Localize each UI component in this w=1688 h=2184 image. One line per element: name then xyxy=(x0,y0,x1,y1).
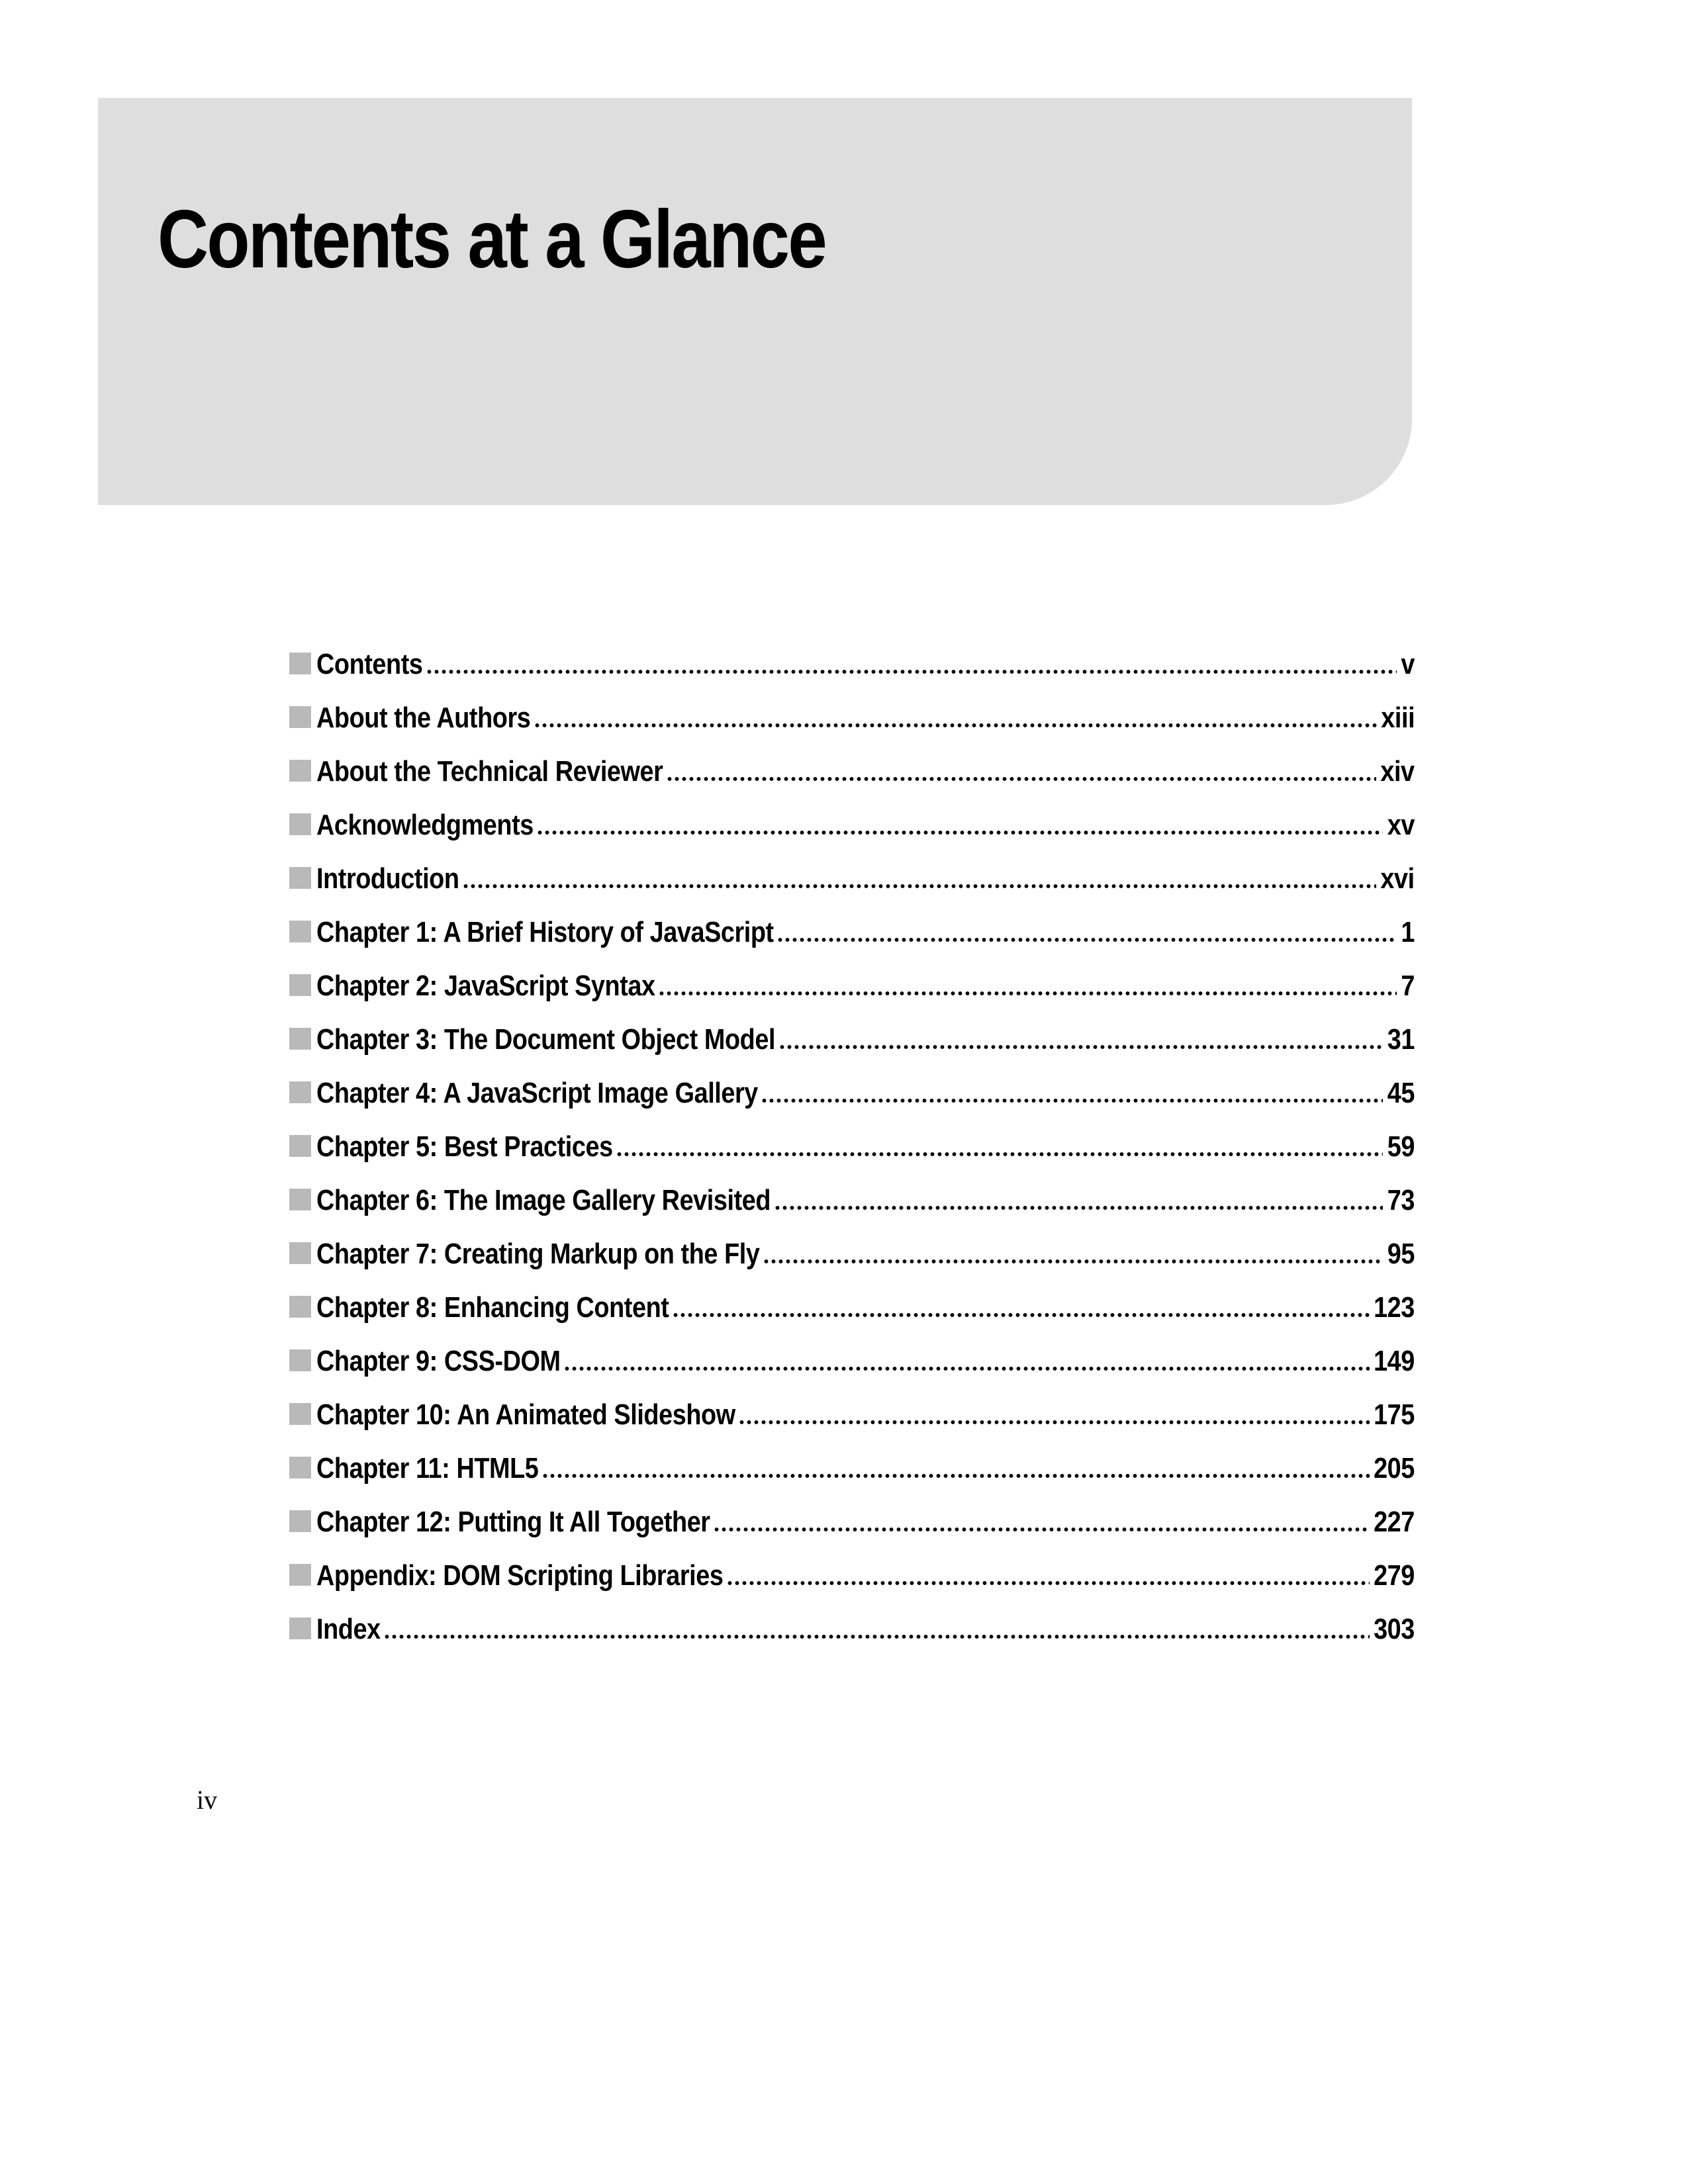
toc-entry[interactable] xyxy=(289,733,1415,786)
toc-entry[interactable] xyxy=(289,786,1415,840)
square-bullet-icon xyxy=(289,1564,311,1586)
square-bullet-icon xyxy=(289,1028,311,1050)
toc-entry[interactable] xyxy=(289,1376,1415,1430)
table-of-contents xyxy=(289,625,1415,1644)
toc-entry[interactable] xyxy=(289,1483,1415,1537)
toc-entry-label: Chapter 11: HTML5 xyxy=(316,1452,539,1484)
toc-entry[interactable] xyxy=(289,1322,1415,1376)
toc-entry-page: 45 xyxy=(1387,1077,1415,1109)
toc-entry-label: Chapter 9: CSS-DOM xyxy=(316,1345,561,1377)
square-bullet-icon xyxy=(289,813,311,835)
square-bullet-icon xyxy=(289,1081,311,1103)
toc-entry-label: Chapter 1: A Brief History of JavaScript xyxy=(316,916,774,948)
toc-entry-page: 279 xyxy=(1374,1559,1415,1592)
dot-leader xyxy=(536,829,1383,836)
title-banner xyxy=(98,98,1412,505)
square-bullet-icon xyxy=(289,1189,311,1210)
toc-entry-page: 205 xyxy=(1374,1452,1415,1484)
toc-entry-page: xiii xyxy=(1381,702,1415,734)
square-bullet-icon xyxy=(289,974,311,996)
toc-entry[interactable] xyxy=(289,1108,1415,1161)
dot-leader xyxy=(726,1580,1370,1586)
dot-leader xyxy=(776,936,1397,943)
toc-entry-page: 227 xyxy=(1374,1506,1415,1538)
dot-leader xyxy=(672,1312,1370,1318)
dot-leader xyxy=(563,1365,1370,1372)
dot-leader xyxy=(658,990,1397,997)
toc-entry[interactable] xyxy=(289,1054,1415,1108)
square-bullet-icon xyxy=(289,1617,311,1639)
toc-entry-page: xv xyxy=(1387,809,1415,841)
square-bullet-icon xyxy=(289,653,311,674)
toc-entry-label: Index xyxy=(316,1613,381,1645)
toc-entry[interactable] xyxy=(289,1590,1415,1644)
toc-entry[interactable] xyxy=(289,1269,1415,1322)
toc-entry-page: xiv xyxy=(1380,755,1415,788)
toc-entry[interactable] xyxy=(289,1537,1415,1590)
toc-entry-label: About the Authors xyxy=(316,702,531,734)
dot-leader xyxy=(383,1633,1370,1640)
toc-entry-page: 31 xyxy=(1387,1023,1415,1056)
toc-entry[interactable] xyxy=(289,893,1415,947)
square-bullet-icon xyxy=(289,1510,311,1532)
toc-entry[interactable] xyxy=(289,947,1415,1001)
toc-entry-label: About the Technical Reviewer xyxy=(316,755,663,788)
square-bullet-icon xyxy=(289,867,311,889)
toc-entry-page: 303 xyxy=(1374,1613,1415,1645)
dot-leader xyxy=(534,722,1377,729)
toc-entry-label: Chapter 10: An Animated Slideshow xyxy=(316,1398,735,1431)
toc-entry[interactable] xyxy=(289,1161,1415,1215)
toc-entry-label: Introduction xyxy=(316,862,459,895)
dot-leader xyxy=(541,1473,1370,1479)
square-bullet-icon xyxy=(289,1135,311,1157)
toc-entry[interactable] xyxy=(289,840,1415,893)
square-bullet-icon xyxy=(289,1403,311,1425)
dot-leader xyxy=(666,776,1376,782)
toc-entry-label: Chapter 4: A JavaScript Image Gallery xyxy=(316,1077,758,1109)
dot-leader xyxy=(713,1526,1370,1533)
dot-leader xyxy=(778,1044,1383,1050)
toc-entry-label: Chapter 8: Enhancing Content xyxy=(316,1291,669,1324)
toc-entry-label: Chapter 3: The Document Object Model xyxy=(316,1023,776,1056)
square-bullet-icon xyxy=(289,1457,311,1479)
toc-entry-page: 175 xyxy=(1374,1398,1415,1431)
square-bullet-icon xyxy=(289,1242,311,1264)
square-bullet-icon xyxy=(289,1349,311,1371)
dot-leader xyxy=(462,883,1376,889)
dot-leader xyxy=(738,1419,1370,1426)
dot-leader xyxy=(616,1151,1383,1158)
square-bullet-icon xyxy=(289,1296,311,1318)
square-bullet-icon xyxy=(289,921,311,942)
toc-entry-label: Appendix: DOM Scripting Libraries xyxy=(316,1559,724,1592)
toc-entry-page: 7 xyxy=(1401,970,1415,1002)
dot-leader xyxy=(774,1205,1383,1211)
toc-entry[interactable] xyxy=(289,1430,1415,1483)
toc-entry-label: Contents xyxy=(316,648,423,680)
toc-entry-label: Chapter 6: The Image Gallery Revisited xyxy=(316,1184,771,1216)
toc-entry[interactable] xyxy=(289,1001,1415,1054)
toc-entry-label: Chapter 7: Creating Markup on the Fly xyxy=(316,1238,760,1270)
toc-entry-page: 59 xyxy=(1387,1130,1415,1163)
toc-entry-label: Chapter 5: Best Practices xyxy=(316,1130,613,1163)
toc-entry-page: 73 xyxy=(1387,1184,1415,1216)
dot-leader xyxy=(761,1097,1383,1104)
toc-entry[interactable] xyxy=(289,625,1415,679)
page-number: iv xyxy=(197,1785,218,1815)
dot-leader xyxy=(763,1258,1383,1265)
square-bullet-icon xyxy=(289,760,311,782)
toc-entry-label: Chapter 2: JavaScript Syntax xyxy=(316,970,655,1002)
toc-entry-page: 95 xyxy=(1387,1238,1415,1270)
toc-entry-page: xvi xyxy=(1380,862,1415,895)
square-bullet-icon xyxy=(289,706,311,728)
toc-entry-label: Acknowledgments xyxy=(316,809,534,841)
toc-entry-page: 149 xyxy=(1374,1345,1415,1377)
toc-entry[interactable] xyxy=(289,1215,1415,1269)
toc-entry-label: Chapter 12: Putting It All Together xyxy=(316,1506,710,1538)
toc-entry-page: 123 xyxy=(1374,1291,1415,1324)
toc-entry[interactable] xyxy=(289,679,1415,733)
dot-leader xyxy=(426,668,1397,675)
toc-entry-page: v xyxy=(1401,648,1415,680)
toc-entry-page: 1 xyxy=(1401,916,1415,948)
page-title: Contents at a Glance xyxy=(158,194,826,285)
